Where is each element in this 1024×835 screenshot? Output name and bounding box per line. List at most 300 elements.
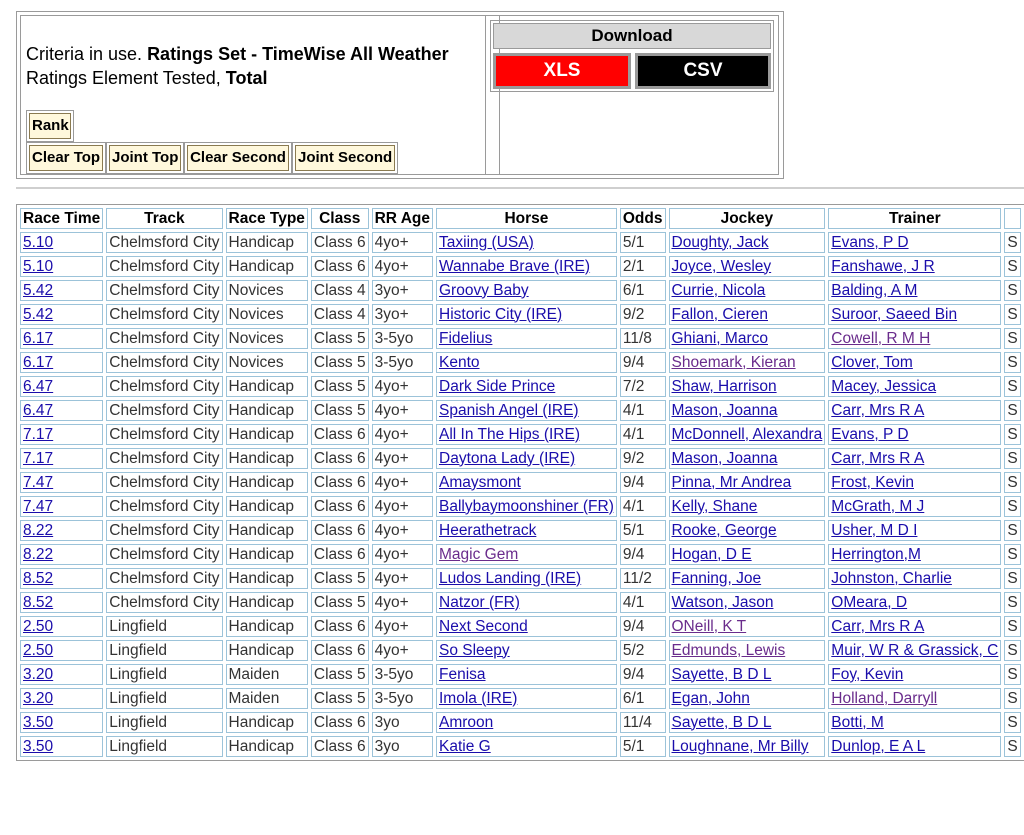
cell-race-time	[20, 400, 103, 421]
trainer-link[interactable]: Johnston, Charlie	[831, 569, 952, 587]
cell-trainer	[828, 568, 1001, 589]
table-row	[20, 304, 1021, 325]
cell-race-time	[20, 352, 103, 373]
cell-race-time	[20, 736, 103, 757]
criteria-label: Criteria in use.	[26, 44, 143, 64]
cell-class: Class 6	[311, 640, 369, 661]
download-table	[490, 20, 774, 92]
cell-trainer	[828, 424, 1001, 445]
cell-class: Class 5	[311, 400, 369, 421]
cell-extra: S	[1004, 568, 1020, 589]
jockey-link[interactable]: Doughty, Jack	[671, 233, 769, 251]
cell-horse	[436, 472, 617, 493]
cell-jockey	[669, 304, 826, 325]
table-row	[20, 496, 1021, 517]
cell-trainer	[828, 712, 1001, 733]
cell-horse	[436, 544, 617, 565]
cell-race-type: Handicap	[226, 520, 308, 541]
cell-rr-age: 4yo+	[372, 496, 433, 517]
horse-link[interactable]: Spanish Angel (IRE)	[439, 401, 579, 419]
race-time-link[interactable]: 7.47	[23, 497, 54, 515]
cell-class: Class 5	[311, 592, 369, 613]
jockey-link[interactable]: Shaw, Harrison	[671, 377, 777, 395]
trainer-link[interactable]: Muir, W R & Grassick, C	[831, 641, 999, 659]
cell-extra: S	[1004, 520, 1020, 541]
cell-horse	[436, 520, 617, 541]
cell-trainer	[828, 280, 1001, 301]
cell-class: Class 6	[311, 712, 369, 733]
race-time-link[interactable]: 8.22	[23, 545, 54, 563]
race-time-link[interactable]: 8.52	[23, 593, 54, 611]
cell-rr-age: 4yo+	[372, 520, 433, 541]
cell-horse	[436, 400, 617, 421]
cell-horse	[436, 592, 617, 613]
jockey-link[interactable]: Shoemark, Kieran	[671, 353, 796, 371]
cell-race-time	[20, 448, 103, 469]
table-row	[20, 544, 1021, 565]
cell-horse	[436, 280, 617, 301]
cell-class: Class 4	[311, 280, 369, 301]
cell-race-time	[20, 520, 103, 541]
cell-extra: S	[1004, 496, 1020, 517]
jockey-link[interactable]: Rooke, George	[671, 521, 777, 539]
cell-class: Class 5	[311, 376, 369, 397]
horse-link[interactable]: Amaysmont	[439, 473, 521, 491]
trainer-link[interactable]: Dunlop, E A L	[831, 737, 926, 755]
cell-extra: S	[1004, 688, 1020, 709]
cell-jockey	[669, 736, 826, 757]
cell-race-type: Handicap	[226, 472, 308, 493]
cell-race-time	[20, 688, 103, 709]
cell-horse	[436, 232, 617, 253]
trainer-link[interactable]: Balding, A M	[831, 281, 918, 299]
table-row	[20, 592, 1021, 613]
race-time-link[interactable]: 3.50	[23, 737, 54, 755]
jockey-link[interactable]: Ghiani, Marco	[671, 329, 768, 347]
horse-link[interactable]: Kento	[439, 353, 480, 371]
race-time-link[interactable]: 5.10	[23, 233, 54, 251]
jockey-link[interactable]: Hogan, D E	[671, 545, 752, 563]
jockey-link[interactable]: Sayette, B D L	[671, 713, 772, 731]
jockey-link[interactable]: Fallon, Cieren	[671, 305, 768, 323]
cell-track: Chelmsford City	[106, 472, 222, 493]
cell-extra: S	[1004, 400, 1020, 421]
cell-class: Class 6	[311, 472, 369, 493]
horse-link[interactable]: Taxiing (USA)	[439, 233, 534, 251]
table-row	[20, 712, 1021, 733]
trainer-link[interactable]: Suroor, Saeed Bin	[831, 305, 958, 323]
cell-trainer	[828, 400, 1001, 421]
header-jockey[interactable]: Jockey	[669, 208, 826, 229]
cell-race-type: Maiden	[226, 688, 308, 709]
cell-jockey	[669, 520, 826, 541]
horse-link[interactable]: Ludos Landing (IRE)	[439, 569, 582, 587]
cell-race-time	[20, 232, 103, 253]
race-time-link[interactable]: 6.47	[23, 401, 54, 419]
cell-horse	[436, 328, 617, 349]
jockey-link[interactable]: Joyce, Wesley	[671, 257, 772, 275]
cell-rr-age: 4yo+	[372, 616, 433, 637]
criteria-element-tested	[26, 67, 267, 89]
cell-horse	[436, 736, 617, 757]
cell-odds: 2/1	[620, 256, 666, 277]
cell-race-time	[20, 256, 103, 277]
trainer-link[interactable]: Carr, Mrs R A	[831, 449, 925, 467]
cell-trainer	[828, 616, 1001, 637]
cell-race-type: Handicap	[226, 496, 308, 517]
trainer-link[interactable]: Holland, Darryll	[831, 689, 938, 707]
cell-horse	[436, 304, 617, 325]
cell-race-type: Novices	[226, 352, 308, 373]
cell-odds: 4/1	[620, 400, 666, 421]
joint-second-button[interactable]: Joint Second	[295, 145, 395, 171]
criteria-box	[20, 15, 500, 175]
trainer-link[interactable]: Botti, M	[831, 713, 884, 731]
trainer-link[interactable]: Cowell, R M H	[831, 329, 931, 347]
trainer-link[interactable]: McGrath, M J	[831, 497, 925, 515]
cell-jockey	[669, 544, 826, 565]
header-odds[interactable]: Odds	[620, 208, 666, 229]
cell-jockey	[669, 712, 826, 733]
race-time-link[interactable]: 2.50	[23, 617, 54, 635]
cell-horse	[436, 616, 617, 637]
cell-track: Chelmsford City	[106, 376, 222, 397]
cell-track: Chelmsford City	[106, 328, 222, 349]
header-track[interactable]: Track	[106, 208, 222, 229]
horse-link[interactable]: Ballybaymoonshiner (FR)	[439, 497, 614, 515]
trainer-link[interactable]: Evans, P D	[831, 233, 909, 251]
cell-class: Class 5	[311, 664, 369, 685]
cell-track: Lingfield	[106, 664, 222, 685]
table-row	[20, 256, 1021, 277]
cell-jockey	[669, 496, 826, 517]
cell-track: Chelmsford City	[106, 448, 222, 469]
cell-class: Class 6	[311, 256, 369, 277]
cell-jockey	[669, 448, 826, 469]
table-row	[20, 688, 1021, 709]
cell-class: Class 5	[311, 568, 369, 589]
element-label: Ratings Element Tested,	[26, 68, 221, 88]
cell-track: Lingfield	[106, 712, 222, 733]
horse-link[interactable]: Fenisa	[439, 665, 486, 683]
rank-button[interactable]: Rank	[29, 113, 71, 139]
trainer-link[interactable]: Usher, M D I	[831, 521, 918, 539]
cell-jockey	[669, 640, 826, 661]
horse-link[interactable]: Katie G	[439, 737, 491, 755]
cell-race-type: Maiden	[226, 664, 308, 685]
cell-odds: 6/1	[620, 280, 666, 301]
cell-track: Chelmsford City	[106, 256, 222, 277]
cell-extra: S	[1004, 304, 1020, 325]
header-row	[20, 208, 1021, 229]
cell-rr-age: 3-5yo	[372, 352, 433, 373]
cell-odds: 9/4	[620, 544, 666, 565]
cell-track: Lingfield	[106, 616, 222, 637]
jockey-link[interactable]: Egan, John	[671, 689, 750, 707]
joint-top-button[interactable]: Joint Top	[109, 145, 181, 171]
cell-trainer	[828, 520, 1001, 541]
cell-trainer	[828, 640, 1001, 661]
horse-link[interactable]: Fidelius	[439, 329, 493, 347]
cell-odds: 5/1	[620, 736, 666, 757]
cell-class: Class 5	[311, 688, 369, 709]
cell-trainer	[828, 472, 1001, 493]
race-time-link[interactable]: 7.17	[23, 425, 54, 443]
jockey-link[interactable]: ONeill, K T	[671, 617, 747, 635]
jockey-link[interactable]: Kelly, Shane	[671, 497, 758, 515]
trainer-link[interactable]: Evans, P D	[831, 425, 909, 443]
cell-trainer	[828, 304, 1001, 325]
table-row	[20, 280, 1021, 301]
cell-trainer	[828, 592, 1001, 613]
header-race-time[interactable]: Race Time	[20, 208, 103, 229]
horse-link[interactable]: Historic City (IRE)	[439, 305, 563, 323]
cell-extra: S	[1004, 352, 1020, 373]
cell-extra: S	[1004, 424, 1020, 445]
header-race-type[interactable]: Race Type	[226, 208, 308, 229]
trainer-link[interactable]: OMeara, D	[831, 593, 908, 611]
jockey-link[interactable]: Mason, Joanna	[671, 401, 778, 419]
race-time-link[interactable]: 6.17	[23, 353, 54, 371]
horse-link[interactable]: Amroon	[439, 713, 494, 731]
race-time-link[interactable]: 7.17	[23, 449, 54, 467]
cell-track: Lingfield	[106, 640, 222, 661]
cell-rr-age: 4yo+	[372, 568, 433, 589]
table-row	[20, 640, 1021, 661]
cell-class: Class 6	[311, 544, 369, 565]
cell-jockey	[669, 280, 826, 301]
cell-jockey	[669, 424, 826, 445]
cell-race-time	[20, 424, 103, 445]
cell-jockey	[669, 400, 826, 421]
cell-class: Class 6	[311, 616, 369, 637]
cell-trainer	[828, 448, 1001, 469]
cell-rr-age: 4yo+	[372, 592, 433, 613]
cell-race-time	[20, 712, 103, 733]
horse-link[interactable]: Dark Side Prince	[439, 377, 556, 395]
cell-race-type: Handicap	[226, 448, 308, 469]
race-time-link[interactable]: 3.20	[23, 689, 54, 707]
clear-top-button[interactable]: Clear Top	[29, 145, 103, 171]
cell-race-type: Novices	[226, 280, 308, 301]
clear-top-cell	[26, 142, 106, 174]
cell-odds: 4/1	[620, 424, 666, 445]
cell-rr-age: 4yo+	[372, 544, 433, 565]
horse-link[interactable]: Magic Gem	[439, 545, 519, 563]
jockey-link[interactable]: Fanning, Joe	[671, 569, 762, 587]
race-time-link[interactable]: 2.50	[23, 641, 54, 659]
trainer-link[interactable]: Herrington,M	[831, 545, 921, 563]
cell-track: Chelmsford City	[106, 544, 222, 565]
trainer-link[interactable]: Carr, Mrs R A	[831, 401, 925, 419]
cell-extra: S	[1004, 448, 1020, 469]
cell-track: Chelmsford City	[106, 304, 222, 325]
clear-second-button[interactable]: Clear Second	[187, 145, 289, 171]
trainer-link[interactable]: Foy, Kevin	[831, 665, 904, 683]
cell-class: Class 6	[311, 496, 369, 517]
cell-class: Class 6	[311, 520, 369, 541]
cell-extra: S	[1004, 544, 1020, 565]
trainer-link[interactable]: Fanshawe, J R	[831, 257, 935, 275]
race-time-link[interactable]: 3.20	[23, 665, 54, 683]
horse-link[interactable]: Heerathetrack	[439, 521, 537, 539]
horse-link[interactable]: Daytona Lady (IRE)	[439, 449, 576, 467]
header-class[interactable]: Class	[311, 208, 369, 229]
cell-odds: 11/8	[620, 328, 666, 349]
cell-race-type: Handicap	[226, 616, 308, 637]
cell-rr-age: 3yo+	[372, 304, 433, 325]
rank-cell	[26, 110, 74, 142]
cell-trainer	[828, 496, 1001, 517]
cell-horse	[436, 424, 617, 445]
cell-rr-age: 3yo	[372, 712, 433, 733]
cell-class: Class 6	[311, 232, 369, 253]
cell-trainer	[828, 688, 1001, 709]
jockey-link[interactable]: Watson, Jason	[671, 593, 774, 611]
cell-race-type: Handicap	[226, 256, 308, 277]
cell-odds: 4/1	[620, 592, 666, 613]
cell-rr-age: 4yo+	[372, 640, 433, 661]
cell-race-type: Novices	[226, 328, 308, 349]
horse-link[interactable]: Wannabe Brave (IRE)	[439, 257, 591, 275]
cell-race-time	[20, 640, 103, 661]
horse-link[interactable]: Next Second	[439, 617, 528, 635]
divider	[16, 187, 1024, 189]
cell-race-type: Handicap	[226, 424, 308, 445]
cell-track: Chelmsford City	[106, 352, 222, 373]
race-time-link[interactable]: 8.52	[23, 569, 54, 587]
cell-track: Chelmsford City	[106, 496, 222, 517]
cell-odds: 9/2	[620, 448, 666, 469]
cell-rr-age: 3-5yo	[372, 688, 433, 709]
cell-track: Lingfield	[106, 736, 222, 757]
clear-second-cell	[184, 142, 292, 174]
jockey-link[interactable]: Edmunds, Lewis	[671, 641, 786, 659]
cell-odds: 11/2	[620, 568, 666, 589]
cell-horse	[436, 640, 617, 661]
cell-race-time	[20, 664, 103, 685]
trainer-link[interactable]: Clover, Tom	[831, 353, 913, 371]
horse-link[interactable]: All In The Hips (IRE)	[439, 425, 580, 443]
cell-horse	[436, 376, 617, 397]
cell-rr-age: 4yo+	[372, 448, 433, 469]
cell-extra: S	[1004, 280, 1020, 301]
cell-trainer	[828, 352, 1001, 373]
horse-link[interactable]: Natzor (FR)	[439, 593, 520, 611]
cell-class: Class 5	[311, 328, 369, 349]
cell-jockey	[669, 568, 826, 589]
race-time-link[interactable]: 8.22	[23, 521, 54, 539]
header-rr-age[interactable]: RR Age	[372, 208, 433, 229]
table-row	[20, 352, 1021, 373]
cell-race-time	[20, 568, 103, 589]
cell-track: Chelmsford City	[106, 400, 222, 421]
trainer-link[interactable]: Carr, Mrs R A	[831, 617, 925, 635]
cell-track: Chelmsford City	[106, 520, 222, 541]
jockey-link[interactable]: Sayette, B D L	[671, 665, 772, 683]
jockey-link[interactable]: Currie, Nicola	[671, 281, 766, 299]
table-row	[20, 568, 1021, 589]
csv-download-button[interactable]: CSV	[635, 53, 771, 89]
jockey-link[interactable]: Pinna, Mr Andrea	[671, 473, 792, 491]
cell-race-type: Handicap	[226, 232, 308, 253]
cell-odds: 9/4	[620, 616, 666, 637]
cell-odds: 5/1	[620, 520, 666, 541]
cell-horse	[436, 256, 617, 277]
race-time-link[interactable]: 5.42	[23, 281, 54, 299]
cell-rr-age: 4yo+	[372, 424, 433, 445]
jockey-link[interactable]: Loughnane, Mr Billy	[671, 737, 809, 755]
cell-trainer	[828, 256, 1001, 277]
table-row	[20, 376, 1021, 397]
cell-extra: S	[1004, 328, 1020, 349]
joint-top-cell	[106, 142, 184, 174]
cell-trainer	[828, 376, 1001, 397]
cell-horse	[436, 448, 617, 469]
race-time-link[interactable]: 5.10	[23, 257, 54, 275]
cell-track: Chelmsford City	[106, 424, 222, 445]
race-time-link[interactable]: 3.50	[23, 713, 54, 731]
cell-class: Class 6	[311, 736, 369, 757]
cell-extra: S	[1004, 256, 1020, 277]
xls-download-button[interactable]: XLS	[493, 53, 631, 89]
cell-rr-age: 4yo+	[372, 400, 433, 421]
cell-jockey	[669, 232, 826, 253]
race-time-link[interactable]: 6.47	[23, 377, 54, 395]
cell-horse	[436, 496, 617, 517]
trainer-link[interactable]: Macey, Jessica	[831, 377, 937, 395]
race-time-link[interactable]: 5.42	[23, 305, 54, 323]
cell-odds: 6/1	[620, 688, 666, 709]
cell-jockey	[669, 376, 826, 397]
cell-rr-age: 4yo+	[372, 256, 433, 277]
cell-race-time	[20, 328, 103, 349]
cell-race-type: Novices	[226, 304, 308, 325]
cell-trainer	[828, 736, 1001, 757]
cell-race-type: Handicap	[226, 736, 308, 757]
race-time-link[interactable]: 6.17	[23, 329, 54, 347]
joint-second-cell	[292, 142, 398, 174]
trainer-link[interactable]: Frost, Kevin	[831, 473, 914, 491]
horse-link[interactable]: So Sleepy	[439, 641, 510, 659]
header-trainer[interactable]: Trainer	[828, 208, 1001, 229]
header-extra[interactable]	[1004, 208, 1020, 229]
cell-horse	[436, 568, 617, 589]
cell-race-type: Handicap	[226, 640, 308, 661]
cell-class: Class 6	[311, 448, 369, 469]
cell-race-time	[20, 592, 103, 613]
cell-odds: 4/1	[620, 496, 666, 517]
header-horse[interactable]: Horse	[436, 208, 617, 229]
table-row	[20, 232, 1021, 253]
jockey-link[interactable]: Mason, Joanna	[671, 449, 778, 467]
download-panel	[485, 15, 779, 175]
cell-extra: S	[1004, 664, 1020, 685]
cell-rr-age: 4yo+	[372, 472, 433, 493]
cell-odds: 5/2	[620, 640, 666, 661]
cell-extra: S	[1004, 736, 1020, 757]
cell-race-time	[20, 472, 103, 493]
cell-race-type: Handicap	[226, 592, 308, 613]
download-title: Download	[493, 23, 771, 49]
cell-rr-age: 3-5yo	[372, 664, 433, 685]
cell-race-time	[20, 616, 103, 637]
results-table	[16, 204, 1024, 761]
horse-link[interactable]: Imola (IRE)	[439, 689, 518, 707]
race-time-link[interactable]: 7.47	[23, 473, 54, 491]
horse-link[interactable]: Groovy Baby	[439, 281, 529, 299]
jockey-link[interactable]: McDonnell, Alexandra	[671, 425, 823, 443]
